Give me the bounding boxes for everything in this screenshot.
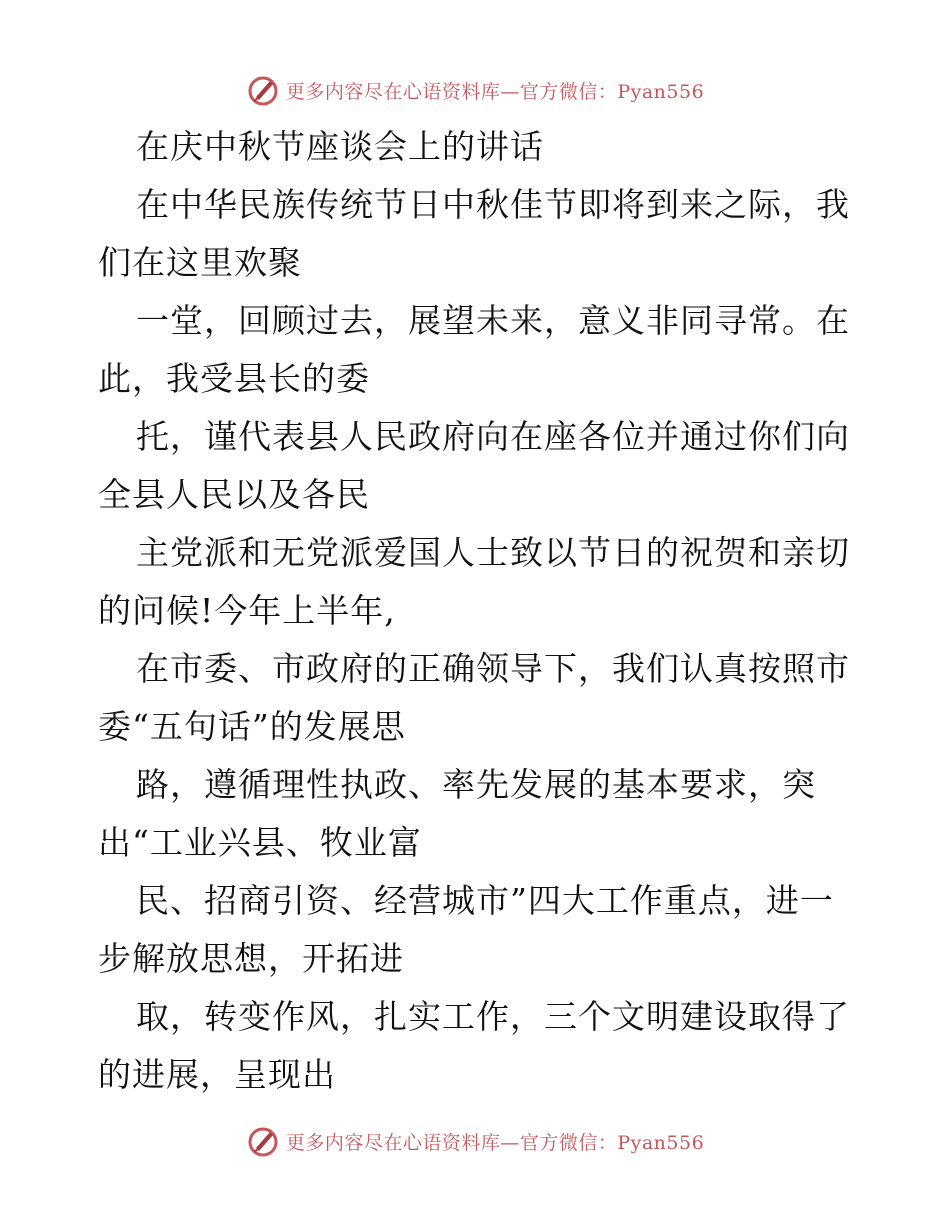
header-watermark (0, 70, 950, 110)
watermark-text: 更多内容尽在心语资料库—官方微信：Pyan556 (285, 1131, 705, 1154)
paragraph-line: 民、招商引资、经营城市”四大工作重点，进一 (136, 881, 834, 920)
paragraph-line: 的进展，呈现出 (98, 1055, 336, 1094)
document-body (98, 118, 858, 1104)
quill-pen-logo-icon (246, 1124, 280, 1158)
paragraph-line: 步解放思想，开拓进 (98, 939, 404, 978)
paragraph-line: 在市委、市政府的正确领导下，我们认真按照市 (136, 649, 850, 688)
paragraph-line: 在中华民族传统节日中秋佳节即将到来之际，我 (136, 185, 850, 224)
paragraph-line: 取，转变作风，扎实工作，三个文明建设取得了 (136, 997, 850, 1036)
footer-watermark (0, 1121, 950, 1161)
paragraph-line: 托，谨代表县人民政府向在座各位并通过你们向 (136, 417, 850, 456)
paragraph-line: 全县人民以及各民 (98, 475, 370, 514)
quill-pen-logo-icon (246, 73, 280, 107)
paragraph-line: 主党派和无党派爱国人士致以节日的祝贺和亲切 (136, 533, 850, 572)
paragraph-line: 出“工业兴县、牧业富 (98, 823, 422, 862)
watermark-text: 更多内容尽在心语资料库—官方微信：Pyan556 (285, 80, 705, 103)
paragraph-line: 们在这里欢聚 (98, 243, 302, 282)
paragraph-line: 路，遵循理性执政、率先发展的基本要求，突 (136, 765, 816, 804)
paragraph-line: 一堂，回顾过去，展望未来，意义非同寻常。在 (136, 301, 850, 340)
paragraph-line: 此，我受县长的委 (98, 359, 370, 398)
paragraph-line: 委“五句话”的发展思 (98, 707, 406, 746)
paragraph-line: 的问候!今年上半年, (98, 591, 396, 630)
document-title: 在庆中秋节座谈会上的讲话 (136, 127, 544, 166)
